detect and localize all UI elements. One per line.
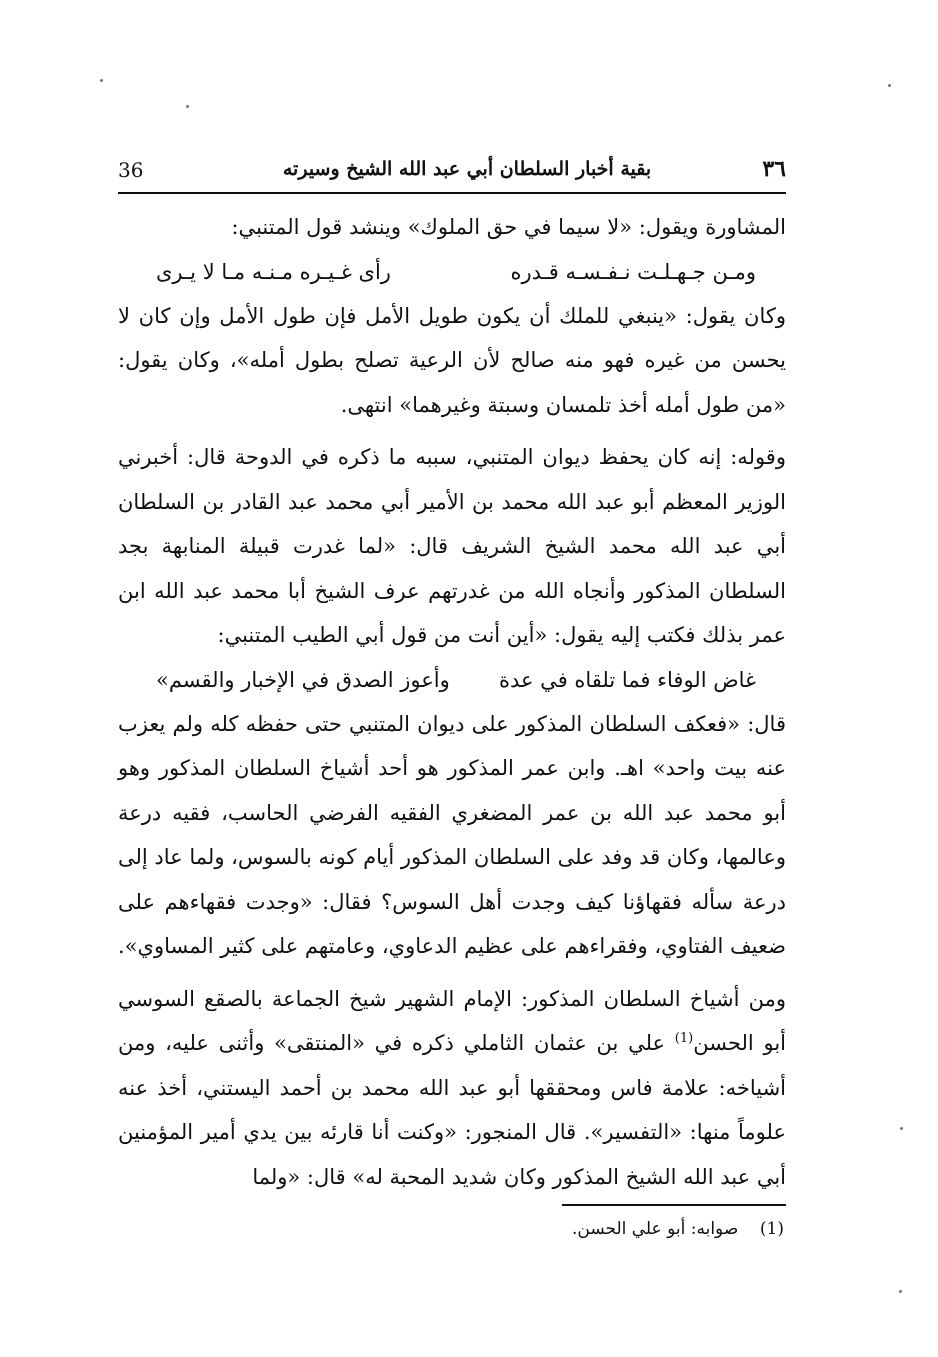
scan-speck <box>888 84 891 87</box>
page-number-arabic: ٣٦ <box>762 156 786 182</box>
verse-1-second-hemistich: رأى غـيـره مـنـه مـا لا يـرى <box>156 259 391 284</box>
main-text <box>118 205 786 1199</box>
paragraph-5-rest: علي بن عثمان الثاملي ذكره في «المنتقى» وأثنى عليه، ومن أشياخه: علامة فاس ومحققها أبو عبد الله محمد بن أحمد اليستني، أخذ عنه علوماً منها: «التفسير». قال المنجور: «وكنت أنا قارئه بين يدي أمير المؤمنين أبي عبد الله الشيخ المذكور وكان شديد المحبة له» قال: «ولما <box>118 1031 786 1189</box>
paragraph-4: قال: «فعكف السلطان المذكور على ديوان المتنبي حتى حفظه كله ولم يعزب عنه بيت واحد» اهـ. وابن عمر المذكور هو أحد أشياخ السلطان المذكور وهو أبو محمد عبد الله بن عمر المضغري الفقيه الفرضي الحاسب، فقيه درعة وعالمها، وكان قد وفد على السلطان المذكور أيام كونه بالسوس، ولما عاد إلى درعة سأله فقهاؤنا كيف وجدت أهل السوس؟ فقال: «وجدت فقهاءهم على ضعيف الفتاوي، وفقراءهم على عظيم الدعاوي، وعامتهم على كثير المساوي». <box>118 711 786 958</box>
running-title: بقية أخبار السلطان أبي عبد الله الشيخ وسيرته <box>282 158 652 180</box>
page-header <box>118 152 786 194</box>
paragraph-5-start: ومن أشياخ السلطان المذكور: الإمام الشهير شيخ الجماعة بالصقع السوسي أبو الحسن <box>118 986 786 1055</box>
paragraph-3: وقوله: إنه كان يحفظ ديوان المتنبي، سببه ما ذكره في الدوحة قال: أخبرني الوزير المعظم أبو عبد الله محمد بن الأمير أبي محمد عبد القادر بن السلطان أبي عبد الله محمد الشيخ الشريف قال: «لما غدرت قبيلة المنابهة بجد السلطان المذكور وأنجاه الله من غدرتهم عرف الشيخ أبا محمد عبد الله ابن عمر بذلك فكتب إليه يقول: «أين أنت من قول أبي الطيب المتنبي: <box>118 445 786 647</box>
footnote-divider <box>562 1204 786 1206</box>
verse-2-second-hemistich: وأعوز الصدق في الإخبار والقسم» <box>156 667 450 692</box>
verse-line-1 <box>156 250 756 294</box>
scan-speck <box>899 1290 902 1293</box>
footnote-marker: (1) <box>674 1031 694 1046</box>
paragraph-1: المشاورة ويقول: «لا سيما في حق الملوك» وينشد قول المتنبي: <box>231 215 786 239</box>
page-number-latin: 36 <box>118 158 144 182</box>
scan-speck <box>186 105 189 108</box>
scan-speck <box>100 79 103 82</box>
verse-2-first-hemistich: غاض الوفاء فما تلقاه في عدة <box>498 667 756 692</box>
paragraph-2: وكان يقول: «ينبغي للملك أن يكون طويل الأمل فإن طول الأمل وإن كان لا يحسن من غيره فهو منه صالح لأن الرعية تصلح بطول أمله»، وكان يقول: «من طول أمله أخذ تلمسان وسبتة وغيرهما» انتهى. <box>118 303 786 417</box>
paragraph-5 <box>118 977 786 1200</box>
verse-line-2 <box>156 658 756 702</box>
footnote <box>400 1214 784 1244</box>
verse-1-first-hemistich: ومـن جـهـلـت نـفـسـه قـدره <box>510 259 756 284</box>
footnote-number: (1) <box>759 1219 784 1239</box>
scan-speck <box>900 1127 903 1130</box>
footnote-text: صوابه: أبو علي الحسن. <box>571 1219 739 1239</box>
